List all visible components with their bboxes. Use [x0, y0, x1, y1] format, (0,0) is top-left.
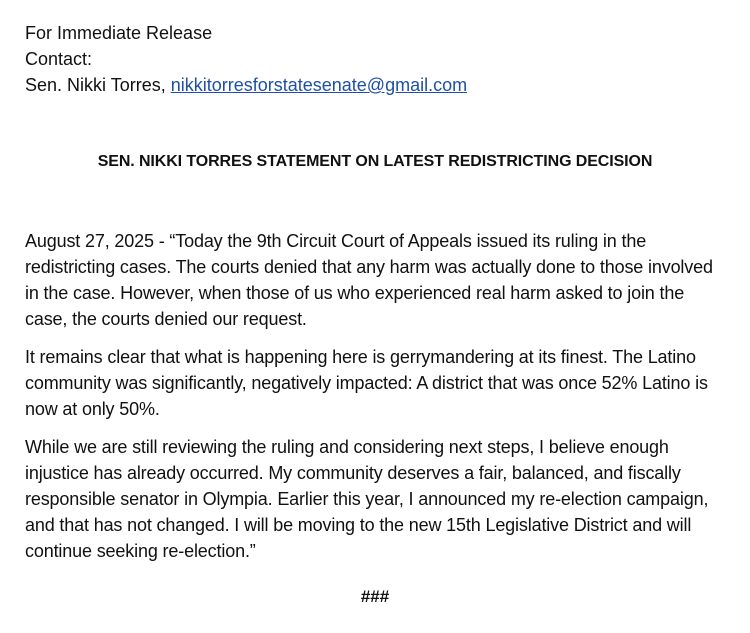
contact-name: Sen. Nikki Torres,	[25, 75, 171, 95]
statement-body	[25, 228, 725, 576]
press-release	[25, 20, 725, 606]
paragraph-2: It remains clear that what is happening here is gerrymandering at its finest. The Latino community was significantly, negatively impacted: A district that was once 52% Latino is now at only 50%.	[25, 347, 708, 419]
paragraph-1: August 27, 2025 - “Today the 9th Circuit Court of Appeals issued its ruling in the redistricting cases. The courts denied that any harm was actually done to those involved in the case. However, when those of us who experienced real harm asked to join the case, the courts denied our request.	[25, 231, 713, 329]
page-title: SEN. NIKKI TORRES STATEMENT ON LATEST REDISTRICTING DECISION	[97, 153, 653, 170]
contact-line	[25, 72, 725, 98]
contact-email-link[interactable]: nikkitorresforstatesenate@gmail.com	[170, 75, 468, 95]
contact-label: Contact:	[25, 49, 93, 69]
end-mark: ###	[360, 587, 390, 606]
paragraph-3: While we are still reviewing the ruling and considering next steps, I believe enough injustice has already occurred. My community deserves a fair, balanced, and fiscally responsible senator in Olympia. Earlier this year, I announced my re-election campaign, and that has not changed. I will be moving to the new 15th Legislative District and will continue seeking re-election.”	[25, 437, 709, 561]
release-line: For Immediate Release	[25, 23, 213, 43]
